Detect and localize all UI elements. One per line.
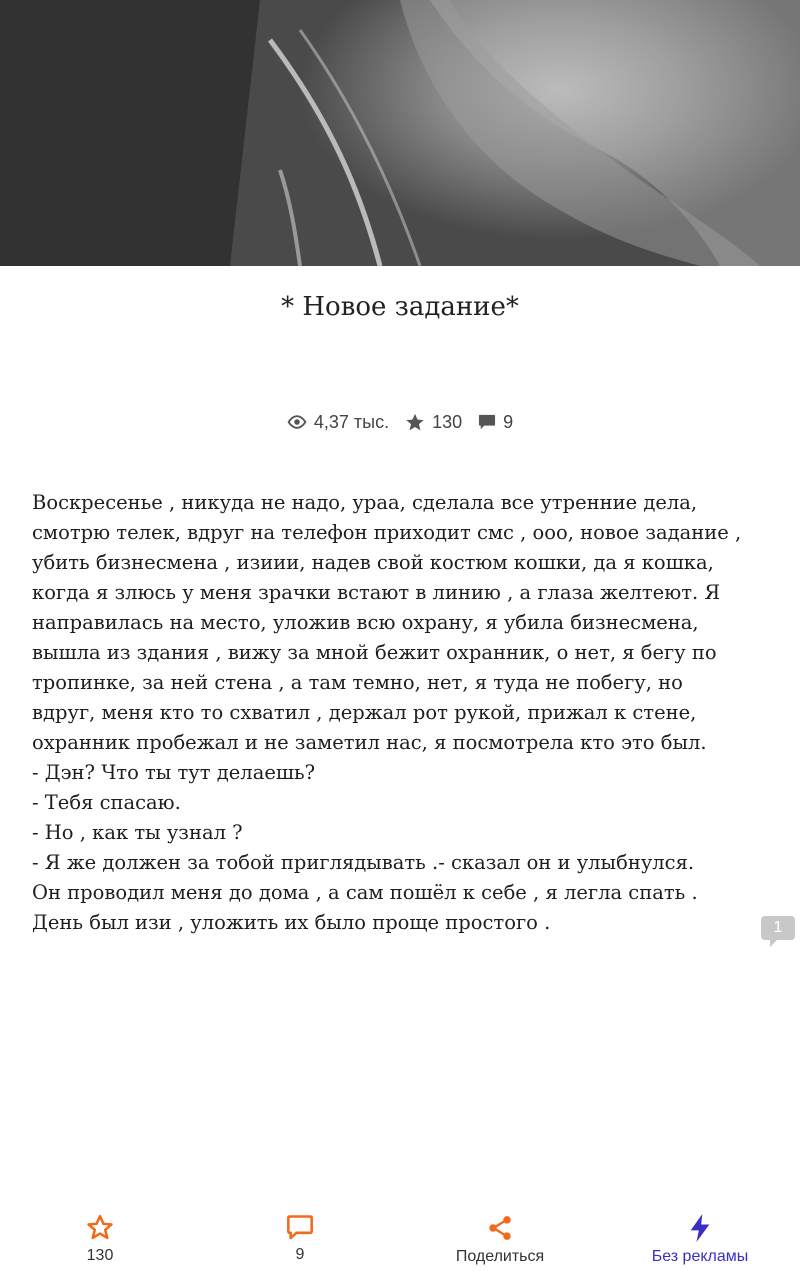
story-stats: [0, 408, 800, 436]
bottom-action-bar: [0, 1200, 800, 1280]
share-label: Поделиться: [455, 1248, 545, 1265]
chat-bubble-icon: [286, 1214, 314, 1240]
comment-icon: [478, 414, 496, 431]
story-title: * Новое задание*: [281, 292, 519, 322]
story-paragraph: День был изи , уложить их было проще простого .: [32, 911, 551, 934]
stars-stat: [405, 412, 462, 433]
comments-stat: [478, 412, 513, 433]
story-paragraph: - Дэн? Что ты тут делаешь?: [32, 761, 316, 784]
views-stat: [287, 412, 389, 433]
no-ads-label: Без рекламы: [651, 1248, 749, 1265]
lightning-icon: [688, 1214, 712, 1242]
comment-count: 9: [295, 1246, 305, 1263]
comments-count: 9: [503, 411, 514, 432]
vote-button[interactable]: [0, 1200, 200, 1280]
story-paragraph: - Но , как ты узнал ?: [32, 821, 243, 844]
story-text: [32, 488, 752, 938]
story-paragraph: Он проводил меня до дома , а сам пошёл к себе , я легла спать .: [32, 881, 698, 904]
story-paragraph: - Я же должен за тобой приглядывать .- сказал он и улыбнулся.: [32, 851, 695, 874]
stars-count: 130: [432, 411, 463, 432]
eye-icon: [287, 415, 307, 429]
share-icon: [486, 1214, 514, 1242]
share-button[interactable]: [400, 1200, 600, 1280]
views-count: 4,37 тыс.: [313, 411, 390, 432]
star-outline-icon: [86, 1214, 114, 1241]
paragraph-comment-count: 1: [773, 919, 783, 936]
story-paragraph: Воскресенье , никуда не надо, ураа, сделала все утренние дела, смотрю телек, вдруг на телефон приходит смс , ооо, новое задание , убить бизнесмена , изиии, надев свой костюм кошки, да я кошка, когда я злюсь у меня зрачки встают в линию , а глаза желтеют. Я направилась на место, уложив всю охрану, я убила бизнесмена, вышла из здания , вижу за мной бежит охранник, о нет, я бегу по тропинке, за ней стена , а там темно, нет, я туда не побегу, но вдруг, меня кто то схватил , держал рот рукой, прижал к стене, охранник пробежал и не заметил нас, я посмотрела кто это был.: [32, 491, 742, 754]
no-ads-button[interactable]: [600, 1200, 800, 1280]
comments-button[interactable]: [200, 1200, 400, 1280]
star-icon: [405, 413, 425, 432]
story-paragraph: - Тебя спасаю.: [32, 791, 181, 814]
paragraph-comment-button[interactable]: [761, 916, 795, 948]
cover-image: [0, 0, 800, 266]
vote-count: 130: [86, 1247, 114, 1264]
